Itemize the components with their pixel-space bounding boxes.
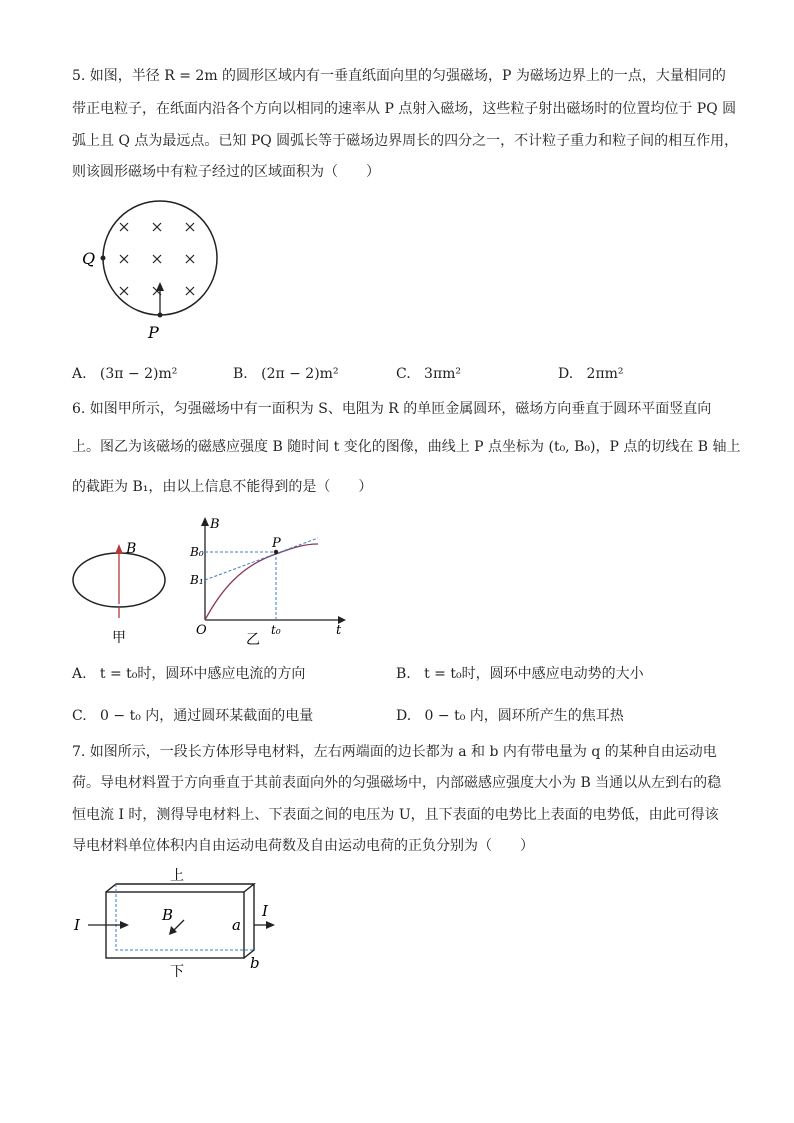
option-letter: A. [72,366,87,382]
option-letter: B. [396,666,411,682]
tangent-line [205,538,318,580]
field-cross-marks [120,223,194,295]
label-b1: B₁ [190,573,204,587]
option-text: 2πm² [586,366,624,382]
q5-line-2: 带正电粒子，在纸面内沿各个方向以相同的速率从 P 点射入磁场，这些粒子射出磁场时的位置均位于 PQ 圆 [72,101,737,117]
q6-line-3: 的截距为 B₁，由以上信息不能得到的是（ ） [72,479,373,495]
q6-figure-yi-graph [188,514,350,648]
q5-option-b[interactable] [233,364,339,384]
label-b0: B₀ [190,545,204,559]
q5-line-4: 则该圆形磁场中有粒子经过的区域面积为（ ） [72,164,380,180]
option-text: t = t₀时，圆环中感应电动势的大小 [424,666,644,682]
option-letter: C. [72,708,87,724]
q6-figure-jia [72,530,172,648]
label-b-edge: b [250,954,260,972]
option-letter: D. [558,366,574,382]
option-letter: A. [72,666,87,682]
label-p: P [272,536,281,551]
label-i-right: I [262,902,268,920]
q5-line-3: 弧上且 Q 点为最远点。已知 PQ 圆弧长等于磁场边界周长的四分之一，不计粒子重力和粒子间的相互作用， [72,133,739,149]
q6-option-c[interactable] [72,706,313,726]
q7-conductor-figure [72,864,282,982]
label-t-axis: t [336,623,342,638]
q6-line-2: 上。图乙为该磁场的磁感应强度 B 随时间 t 变化的图像，曲线上 P 点坐标为 (t₀, B₀)，P 点的切线在 B 轴上 [72,439,741,455]
label-p: P [148,323,159,342]
option-text: (2π − 2)m² [261,366,339,382]
label-top: 上 [170,868,184,884]
option-text: 0 − t₀ 内，圆环所产生的焦耳热 [424,708,624,724]
q7-line-1: 7. 如图所示，一段长方体形导电材料，左右两端面的边长都为 a 和 b 内有带电量为 q 的某种自由运动电 [72,744,717,760]
q7-line-4: 导电材料单位体积内自由运动电荷数及自由运动电荷的正负分别为（ ） [72,838,534,854]
point-q-dot [101,256,106,261]
q5-option-a[interactable] [72,364,177,384]
label-b: B [126,541,137,557]
q5-magnetic-field-figure [72,196,232,348]
q5-option-c[interactable] [396,364,461,384]
label-b: B [162,906,174,924]
right-face [244,884,254,958]
q6-option-b[interactable] [396,664,644,684]
option-text: t = t₀时，圆环中感应电流的方向 [99,666,306,682]
option-text: 0 − t₀ 内，通过圆环某截面的电量 [100,708,314,724]
q6-option-a[interactable] [72,664,305,684]
q7-line-2: 荷。导电材料置于方向垂直于其前表面向外的匀强磁场中，内部磁感应强度大小为 B 当通以从左到右的稳 [72,775,722,791]
caption-jia: 甲 [112,630,126,646]
label-q: Q [82,249,96,268]
option-text: 3πm² [424,366,462,382]
b-t-curve [205,544,318,620]
caption-yi: 乙 [246,632,260,648]
q5-option-d[interactable] [558,364,624,384]
label-bottom: 下 [170,964,184,980]
q6-line-1: 6. 如图甲所示，匀强磁场中有一面积为 S、电阻为 R 的单匝金属圆环，磁场方向垂直于圆环平面竖直向 [72,401,712,417]
label-a: a [232,916,241,934]
option-letter: B. [233,366,248,382]
option-text: (3π − 2)m² [99,366,178,382]
q5-line-1: 5. 如图，半径 R = 2m 的圆形区域内有一垂直纸面向里的匀强磁场，P 为磁场边界上的一点，大量相同的 [72,68,726,84]
q6-option-d[interactable] [396,706,624,726]
q7-line-3: 恒电流 I 时，测得导电材料上、下表面之间的电压为 U，且下表面的电势比上表面的电势低，由此可得该 [72,807,719,823]
option-letter: C. [396,366,411,382]
label-i-left: I [74,916,80,934]
label-b-axis: B [210,517,220,532]
top-face [106,884,254,892]
option-letter: D. [396,708,412,724]
label-origin: O [196,623,207,638]
label-t0: t₀ [271,623,281,637]
